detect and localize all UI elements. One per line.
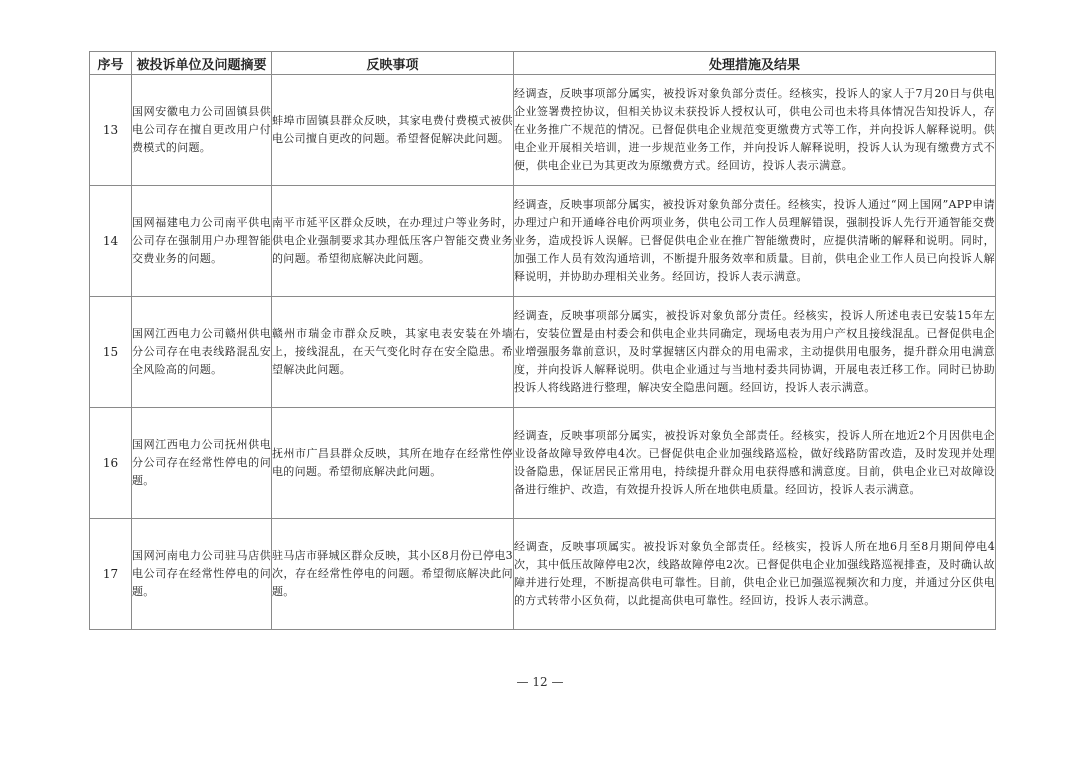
row-serial-number: 14 [90, 186, 132, 297]
table-header-row [90, 52, 996, 75]
page-number: — 12 — [516, 675, 564, 689]
row-handling-result: 经调查，反映事项部分属实，被投诉对象负部分责任。经核实，投诉人通过“网上国网”APP申请办理过户和开通峰谷电价两项业务，供电公司工作人员理解错误，强制投诉人先行开通智能交费业务，造成投诉人误解。已督促供电企业在推广智能缴费时，应提供清晰的解释和说明。同时，加强工作人员有效沟通培训，不断提升服务效率和质量。目前，供电企业工作人员已向投诉人解释说明，并协助办理相关业务。经回访，投诉人表示满意。 [514, 186, 996, 297]
row-serial-number: 17 [90, 519, 132, 630]
row-handling-result: 经调查，反映事项属实。被投诉对象负全部责任。经核实，投诉人所在地6月至8月期间停电4次，其中低压故障停电2次，线路故障停电2次。已督促供电企业加强线路巡视排查，及时确认故障并进行处理，不断提高供电可靠性。目前，供电企业已加强巡视频次和力度，并通过分区供电的方式转带小区负荷，以此提高供电可靠性。经回访，投诉人表示满意。 [514, 519, 996, 630]
table-row [90, 186, 996, 297]
row-serial-number: 15 [90, 297, 132, 408]
row-reported-issue: 蚌埠市固镇县群众反映，其家电费付费模式被供电公司擅自更改的问题。希望督促解决此问题。 [272, 75, 514, 186]
row-handling-result: 经调查，反映事项部分属实，被投诉对象负部分责任。经核实，投诉人的家人于7月20日与供电企业签署费控协议，但相关协议未获投诉人授权认可，供电公司也未将具体情况告知投诉人，存在业务推广不规范的情况。已督促供电企业规范变更缴费方式等工作，并向投诉人解释说明。供电企业开展相关培训，进一步规范业务工作，并向投诉人解释说明，投诉人认为现有缴费方式不便，供电企业已为其更改为原缴费方式。经回访，投诉人表示满意。 [514, 75, 996, 186]
row-handling-result: 经调查，反映事项部分属实，被投诉对象负全部责任。经核实，投诉人所在地近2个月因供电企业设备故障导致停电4次。已督促供电企业加强线路巡检，做好线路防雷改造，及时发现并处理设备隐患，保证居民正常用电，持续提升群众用电获得感和满意度。目前，供电企业已对故障设备进行维护、改造，有效提升投诉人所在地供电质量。经回访，投诉人表示满意。 [514, 408, 996, 519]
row-reported-issue: 南平市延平区群众反映，在办理过户等业务时，供电企业强制要求其办理低压客户智能交费业务的问题。希望彻底解决此问题。 [272, 186, 514, 297]
row-reported-issue: 赣州市瑞金市群众反映，其家电表安装在外墙上，接线混乱，在天气变化时存在安全隐患。希望解决此问题。 [272, 297, 514, 408]
row-reported-issue: 抚州市广昌县群众反映，其所在地存在经常性停电的问题。希望彻底解决此问题。 [272, 408, 514, 519]
row-serial-number: 13 [90, 75, 132, 186]
header-handling-result: 处理措施及结果 [514, 52, 996, 75]
row-handling-result: 经调查，反映事项部分属实，被投诉对象负部分责任。经核实，投诉人所述电表已安装15年左右，安装位置是由村委会和供电企业共同确定，现场电表为用户产权且接线混乱。已督促供电企业增强服务靠前意识，及时掌握辖区内群众的用电需求，主动提供用电服务，提升群众用电满意度，并向投诉人解释说明。供电企业通过与当地村委共同协调，开展电表迁移工作。同时已协助投诉人将线路进行整理，解决安全隐患问题。经回访，投诉人表示满意。 [514, 297, 996, 408]
row-complained-unit: 国网安徽电力公司固镇县供电公司存在擅自更改用户付费模式的问题。 [132, 75, 272, 186]
header-complained-unit: 被投诉单位及问题摘要 [132, 52, 272, 75]
row-reported-issue: 驻马店市驿城区群众反映，其小区8月份已停电3次，存在经常性停电的问题。希望彻底解决此问题。 [272, 519, 514, 630]
row-complained-unit: 国网江西电力公司赣州供电分公司存在电表线路混乱安全风险高的问题。 [132, 297, 272, 408]
row-complained-unit: 国网江西电力公司抚州供电分公司存在经常性停电的问题。 [132, 408, 272, 519]
complaints-table [89, 51, 996, 630]
row-complained-unit: 国网福建电力公司南平供电公司存在强制用户办理智能交费业务的问题。 [132, 186, 272, 297]
row-serial-number: 16 [90, 408, 132, 519]
table-row [90, 408, 996, 519]
table-row [90, 519, 996, 630]
table-row [90, 75, 996, 186]
row-complained-unit: 国网河南电力公司驻马店供电公司存在经常性停电的问题。 [132, 519, 272, 630]
header-reported-issue: 反映事项 [272, 52, 514, 75]
header-serial-number: 序号 [90, 52, 132, 75]
table-row [90, 297, 996, 408]
